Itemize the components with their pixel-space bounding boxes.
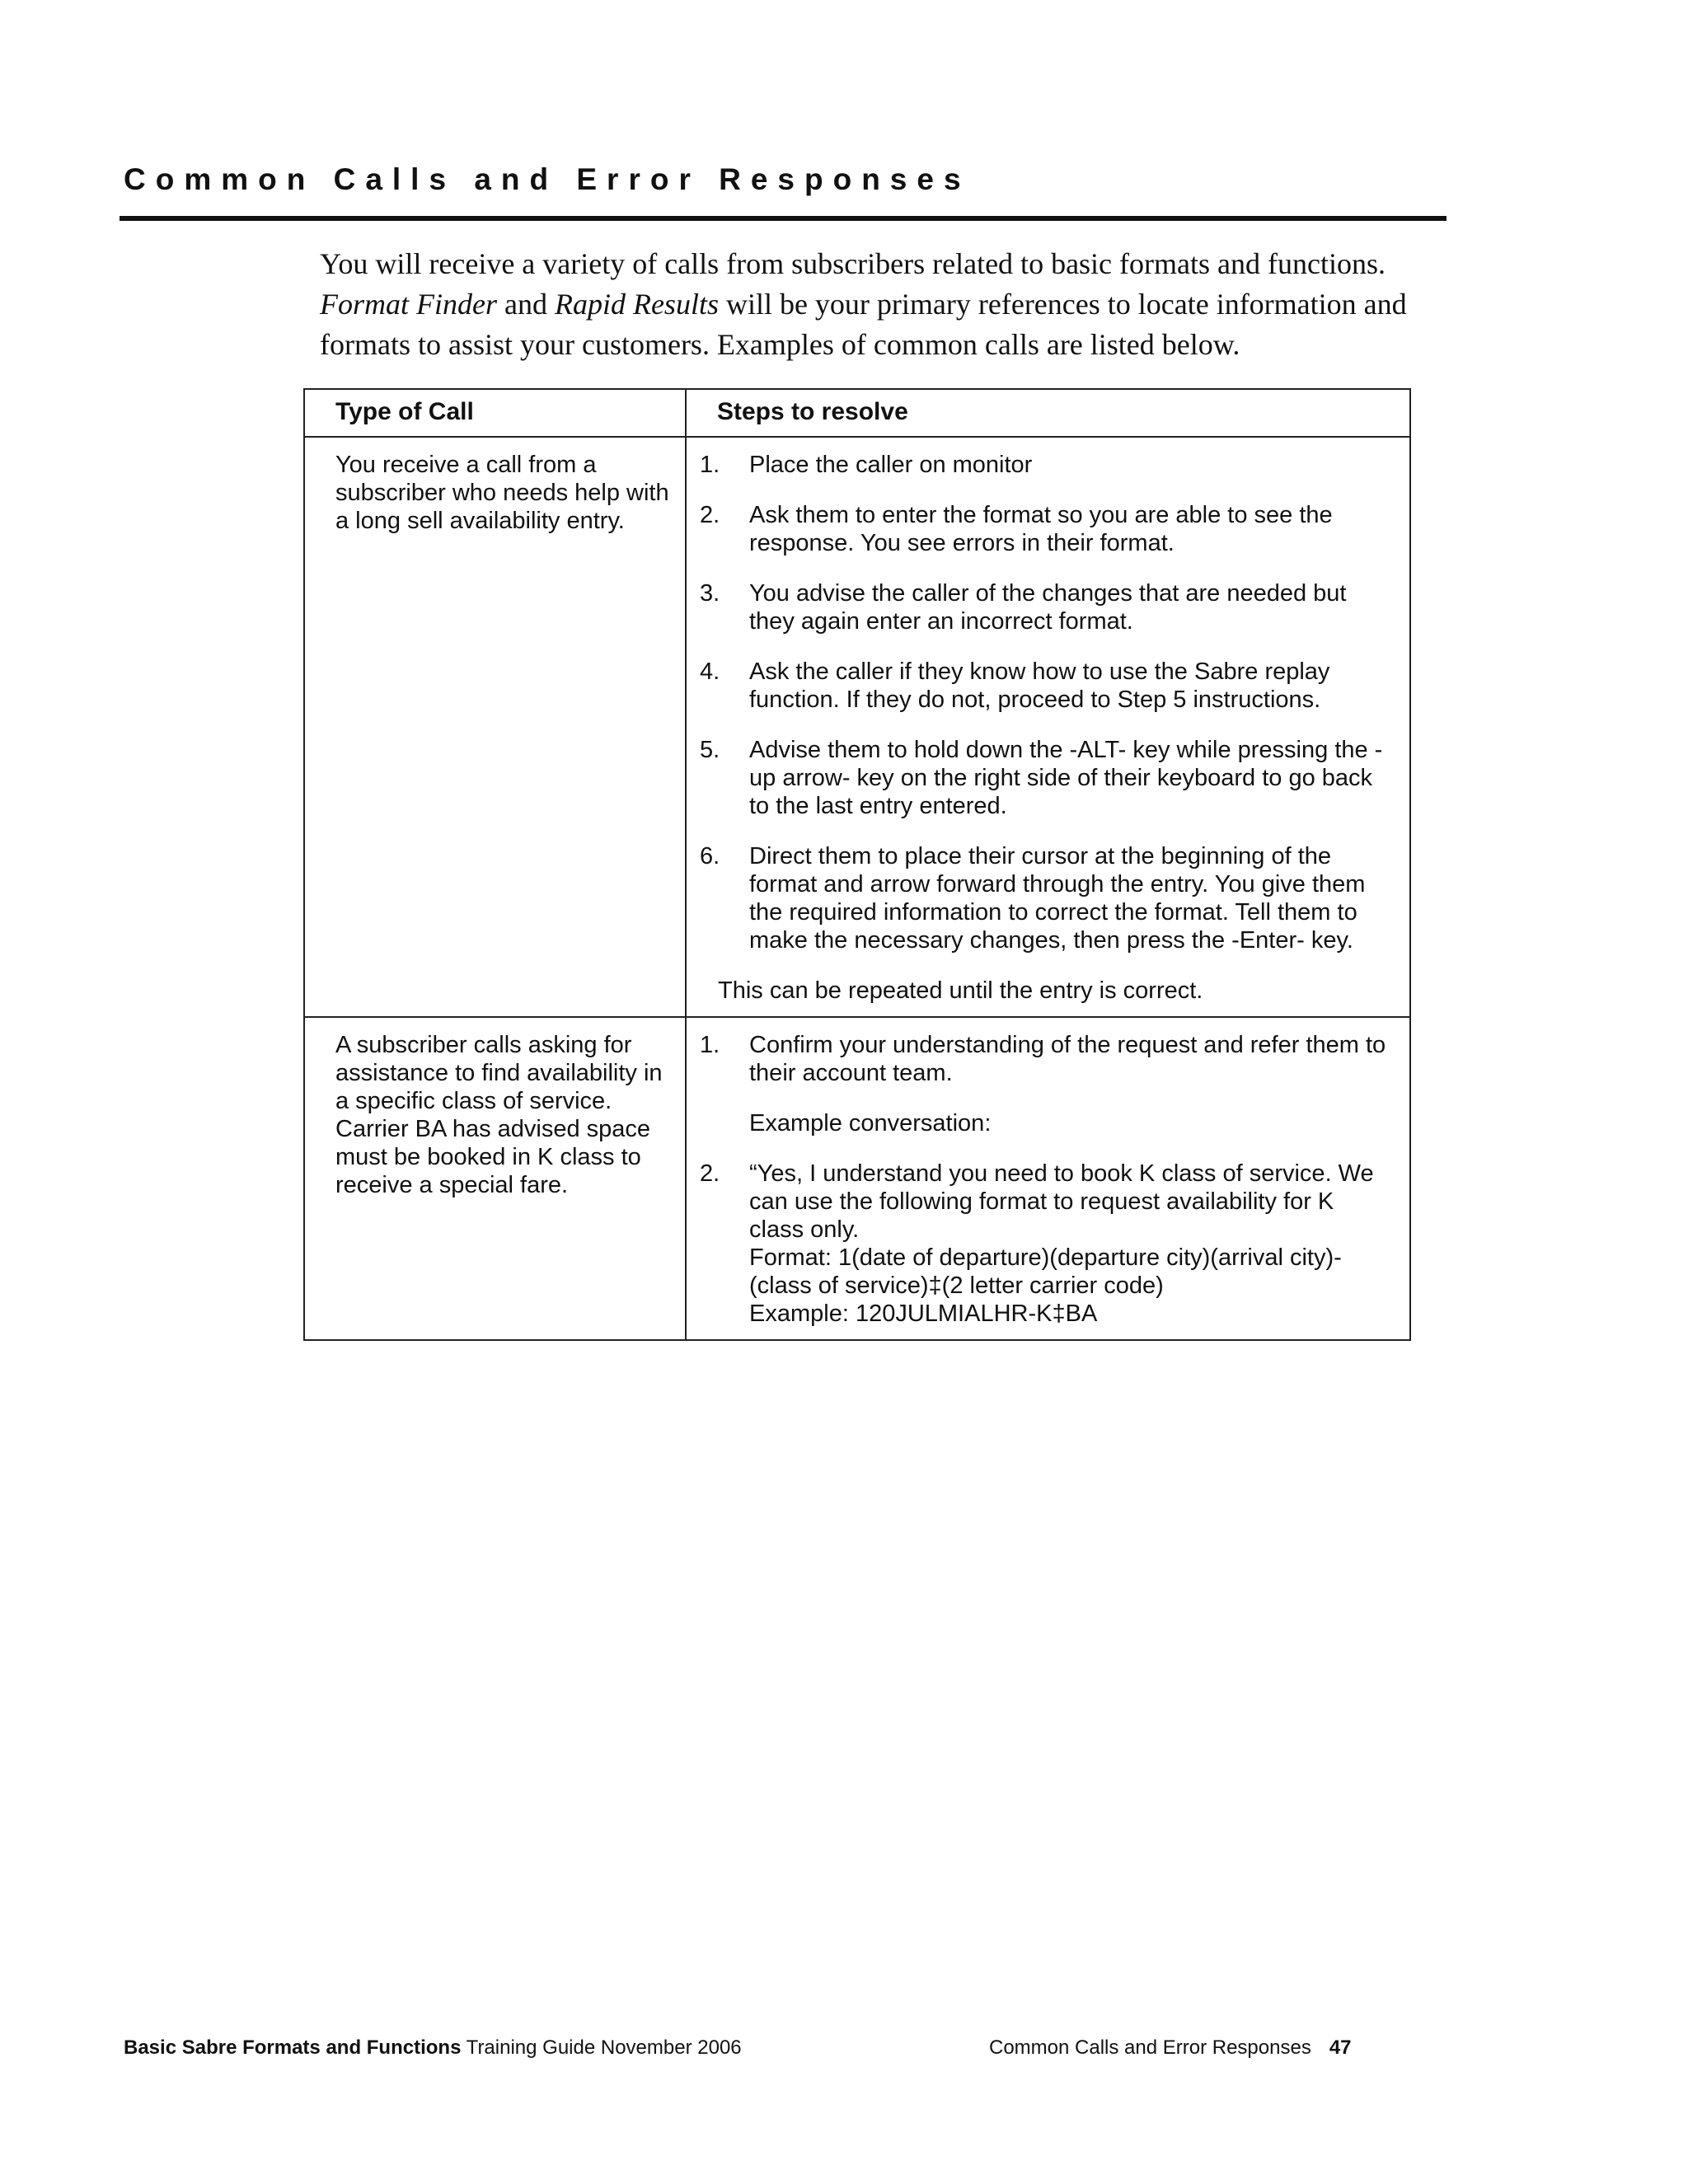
step-number: 2. (700, 502, 720, 528)
step-item (700, 451, 1395, 479)
step-number: 6. (700, 843, 720, 869)
type-of-call-cell: You receive a call from a subscriber who needs help with a long sell availability entry. (304, 437, 686, 1017)
step-number: 5. (700, 737, 720, 763)
intro-and: and (496, 288, 555, 321)
step-number: 1. (700, 1032, 720, 1058)
steps-list (700, 451, 1395, 954)
steps-list (700, 1031, 1395, 1328)
step-text: Ask them to enter the format so you are able to see the response. You see errors in their format. (749, 502, 1333, 556)
intro-text-2: will be your primary references to locate information and formats to assist your customers. Examples of common calls are listed below. (320, 288, 1407, 361)
title-rule (120, 216, 1447, 221)
format-line: Format: 1(date of departure)(departure city)(arrival city)-(class of service)‡(2 letter carrier code) (749, 1244, 1342, 1299)
step-text: “Yes, I understand you need to book K class of service. We can use the following format to request availability for K class only. (749, 1160, 1374, 1243)
step-number: 2. (700, 1160, 720, 1187)
example-line: Example: 120JULMIALHR-K‡BA (749, 1301, 1098, 1327)
step-item (700, 1160, 1395, 1328)
steps-cell (686, 1017, 1410, 1340)
header-type-of-call: Type of Call (304, 389, 686, 437)
step-body (749, 1160, 1395, 1328)
footer-guide-title (124, 2036, 742, 2060)
footer-section-name: Common Calls and Error Responses (989, 2036, 1311, 2059)
step-number: 3. (700, 580, 720, 607)
step-item (700, 658, 1395, 714)
step-body (749, 1031, 1395, 1137)
table-row (304, 437, 1410, 1017)
step-number: 1. (700, 452, 720, 478)
type-of-call-cell: A subscriber calls asking for assistance to find availability in a specific class of service. Carrier BA has advised space must be booked in K class to receive a special fare. (304, 1017, 686, 1340)
step-item (700, 1031, 1395, 1137)
footer-guide-edition: Training Guide November 2006 (461, 2036, 742, 2059)
step-text: Advise them to hold down the -ALT- key while pressing the -up arrow- key on the right side of their keyboard to go back to the last entry entered. (749, 737, 1383, 819)
section-title: Common Calls and Error Responses (124, 162, 971, 196)
table-row (304, 1017, 1410, 1340)
intro-text-1: You will receive a variety of calls from subscribers related to basic formats and functions. (320, 247, 1386, 280)
footer-guide-name: Basic Sabre Formats and Functions (124, 2036, 462, 2059)
step-text: Direct them to place their cursor at the beginning of the format and arrow forward through the entry. You give them the required information to correct the format. Tell them to make the necessary changes, then press the -Enter- key. (749, 843, 1366, 954)
header-steps-to-resolve: Steps to resolve (686, 389, 1410, 437)
step-item (700, 842, 1395, 954)
footer-section (989, 2036, 1352, 2060)
common-calls-table (303, 388, 1411, 1341)
step-item (700, 501, 1395, 557)
intro-ref-rapid-results: Rapid Results (554, 288, 719, 321)
table-header-row (304, 389, 1410, 437)
repeat-note: This can be repeated until the entry is correct. (718, 977, 1203, 1004)
page-number: 47 (1329, 2036, 1352, 2059)
intro-ref-format-finder: Format Finder (320, 288, 497, 321)
step-item (700, 736, 1395, 820)
intro-paragraph (320, 244, 1457, 365)
step-text: Place the caller on monitor (749, 452, 1033, 478)
example-conversation-label: Example conversation: (749, 1110, 992, 1137)
step-text: Ask the caller if they know how to use the Sabre replay function. If they do not, proceed to Step 5 instructions. (749, 658, 1330, 713)
step-number: 4. (700, 658, 720, 685)
step-text: You advise the caller of the changes that are needed but they again enter an incorrect format. (749, 580, 1347, 635)
steps-cell (686, 437, 1410, 1017)
step-item (700, 579, 1395, 635)
step-text: Confirm your understanding of the request and refer them to their account team. (749, 1032, 1386, 1086)
